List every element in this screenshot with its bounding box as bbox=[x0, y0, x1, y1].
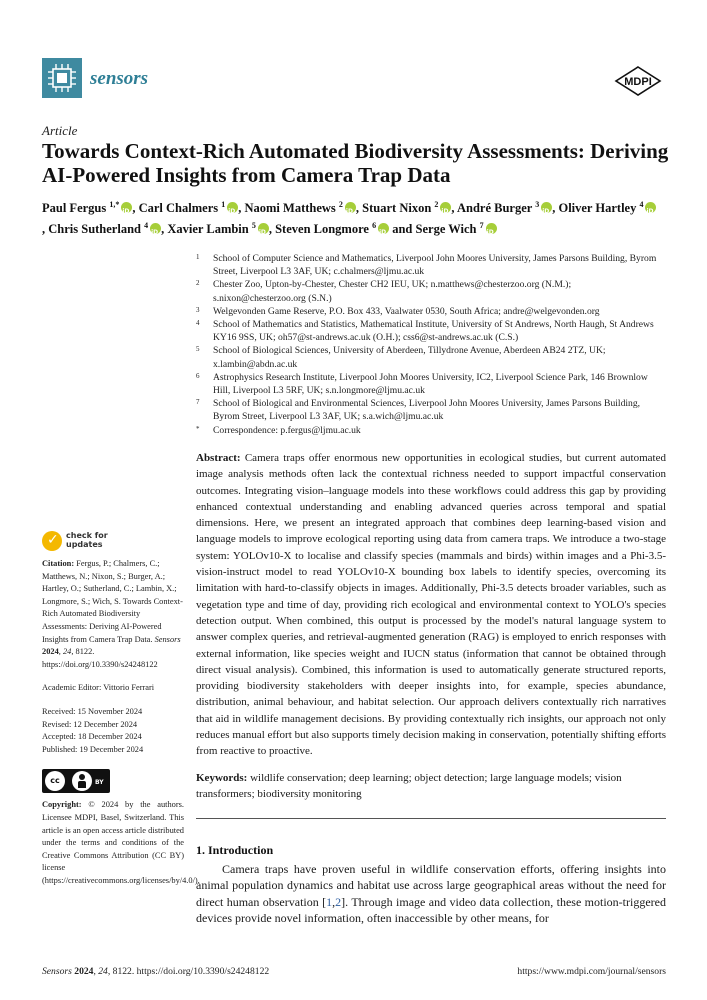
intro-text-b: ]. Through image and video data collection, these motion-triggered devices provide novel information, often inaccessible by other means, for bbox=[196, 894, 666, 925]
affiliation-item bbox=[196, 397, 666, 423]
by-label: BY bbox=[95, 779, 104, 787]
mdpi-logo[interactable] bbox=[614, 66, 662, 96]
keywords bbox=[196, 770, 666, 802]
citation: Citation: Fergus, P.; Chalmers, C.; Matthews, N.; Nixon, S.; Burger, A.; Hartley, O.; Sutherland, C.; Lambin, X.; Longmore, S.; Wich, S. Towards Context-Rich Automated Biodiversity Assessments: Deriving AI-Powered Insights from Camera Trap Data. Sensors 2024, 24, 8122. https://doi.org/10.3390/s24248122 bbox=[42, 559, 183, 669]
author[interactable] bbox=[167, 222, 269, 236]
article-type: Article bbox=[42, 123, 78, 138]
mdpi-logo-text: MDPI bbox=[624, 76, 652, 88]
check-line-2: updates bbox=[66, 540, 103, 549]
date-revised: Revised: 12 December 2024 bbox=[42, 719, 138, 729]
affiliation-text: Correspondence: p.fergus@ljmu.ac.uk bbox=[213, 424, 361, 436]
orcid-icon[interactable] bbox=[258, 223, 269, 234]
author[interactable] bbox=[558, 201, 656, 215]
orcid-icon[interactable] bbox=[121, 202, 132, 213]
check-for-updates-button[interactable] bbox=[42, 531, 122, 553]
citation-label: Citation: bbox=[42, 559, 75, 568]
orcid-icon[interactable] bbox=[345, 202, 356, 213]
author-separator: , bbox=[238, 201, 245, 216]
affiliation-number: 1 bbox=[196, 253, 200, 261]
author-name: Steven Longmore bbox=[275, 222, 369, 237]
author-affiliation-number: 1 bbox=[221, 200, 226, 209]
citation-volume: 24 bbox=[62, 647, 72, 657]
author[interactable] bbox=[244, 201, 355, 215]
chip-icon bbox=[42, 58, 82, 98]
author-list bbox=[42, 196, 672, 238]
affiliation-item bbox=[196, 278, 666, 304]
author[interactable] bbox=[416, 222, 497, 236]
introduction-paragraph bbox=[196, 861, 666, 926]
abstract-text: Camera traps offer enormous new opportunities in ecological studies, but current automated image analysis methods often lack the contextual richness needed to support impactful conservation outcomes. Integrating vision–language models into these workflows could address this gap by providing enhanced contextual understanding and enabling advanced queries across temporal and spatial dimensions. Here, we present an integrated approach that combines deep learning-based vision and language models to improve ecological reporting using data from camera traps. We introduce a two-stage system: YOLOv10-X to localise and classify species (mammals and birds) within images and a Phi-3.5-vision-instruct model to read YOLOv10-X bounding box labels to identify species, overcoming its limitation with hard-to-classify objects in images. Additionally, Phi-3.5 detects broader variables, such as vegetation type and time of day, providing rich ecological and environmental context to YOLO's species detection output. When combined, this output is processed by the model's natural language system to answer complex queries, and retrieval-augmented generation (RAG) is employed to enrich responses with external information, like species weight and IUCN status (information that cannot be obtained through direct visual analysis). Combined, this information is used to automatically generate structured reports, providing biodiversity stakeholders with deeper insights into, for example, species abundance, distribution, animal behaviour, and habitat selection. Our approach delivers contextually rich narratives that aid in wildlife management decisions. By providing contextually rich insights, our approach not only reduces manual effort but also supports timely decision making in conservation, potentially shifting efforts from reactive to proactive. bbox=[196, 452, 666, 758]
orcid-icon[interactable] bbox=[486, 223, 497, 234]
cc-icon: cc bbox=[45, 771, 65, 791]
affiliation-text: School of Biological and Environmental Sciences, Liverpool John Moores University, James Parsons Building, Byrom Street, Liverpool L3 3AF, UK; s.a.wich@ljmu.ac.uk bbox=[213, 398, 641, 423]
author-name: Paul Fergus bbox=[42, 201, 107, 216]
check-icon bbox=[42, 531, 62, 551]
citation-text: Fergus, P.; Chalmers, C.; Matthews, N.; Nixon, S.; Burger, A.; Hartley, O.; Sutherland, C.; Lambin, X.; Longmore, S.; Wich, S. Towards Context-Rich Automated Biodiversity Assessments: Deriving AI-Powered Insights from Camera Trap Data. bbox=[42, 559, 183, 644]
author-name: Stuart Nixon bbox=[362, 201, 432, 216]
footer-doi[interactable]: , 8122. https://doi.org/10.3390/s24248122 bbox=[107, 966, 270, 977]
author-affiliation-number: 4 bbox=[639, 200, 644, 209]
journal-logo bbox=[42, 58, 82, 98]
affiliation-number: 2 bbox=[196, 279, 200, 288]
person-icon bbox=[72, 771, 92, 791]
orcid-icon[interactable] bbox=[150, 223, 161, 234]
affiliation-number: 4 bbox=[196, 319, 200, 328]
footer-journal-url[interactable]: https://www.mdpi.com/journal/sensors bbox=[517, 966, 666, 977]
author-affiliation-number: 3 bbox=[535, 200, 540, 209]
intro-text-a: Camera traps have proven useful in wildlife conservation efforts, offering insights into animal population dynamics and habitat use across large geographical areas without the need for direct human observation [ bbox=[196, 862, 666, 909]
author-name: Oliver Hartley bbox=[558, 201, 637, 216]
introduction-heading: 1. Introduction bbox=[196, 843, 274, 857]
affiliation-item bbox=[196, 344, 666, 370]
author-affiliation-number: 2 bbox=[338, 200, 343, 209]
reference-link-2[interactable]: 2 bbox=[335, 894, 342, 909]
date-accepted: Accepted: 18 December 2024 bbox=[42, 732, 142, 742]
copyright-text: © 2024 by the authors. Licensee MDPI, Basel, Switzerland. This article is an open access article distributed under the terms and conditions of the Creative Commons Attribution (CC BY) license (https://creativecommons.org/licenses/by/4.0/). bbox=[42, 800, 200, 885]
footer-year: 2024 bbox=[74, 966, 94, 977]
author-name: Naomi Matthews bbox=[244, 201, 336, 216]
author-affiliation-number: 6 bbox=[372, 221, 377, 231]
affiliation-number: 6 bbox=[196, 371, 200, 380]
author-affiliation-number: 4 bbox=[144, 221, 149, 231]
author-separator: , bbox=[552, 201, 559, 216]
author-name: André Burger bbox=[456, 201, 533, 216]
author[interactable] bbox=[457, 201, 552, 215]
affiliation-number: * bbox=[196, 424, 200, 433]
abstract-label: Abstract: bbox=[196, 452, 241, 464]
author-affiliation-number: 1,* bbox=[109, 200, 120, 209]
affiliation-item bbox=[196, 305, 666, 318]
affiliation-text: School of Mathematics and Statistics, Mathematical Institute, University of St Andrews, North Haugh, St Andrews KY16 9SS, UK; oh57@st-andrews.ac.uk (O.H.); css6@st-andrews.ac.uk (C.S.) bbox=[213, 319, 654, 344]
citation-year: 2024 bbox=[42, 647, 59, 657]
author-name: Xavier Lambin bbox=[167, 222, 249, 237]
author-name: Serge Wich bbox=[415, 222, 477, 237]
author-separator: , bbox=[161, 222, 168, 237]
author[interactable] bbox=[362, 201, 451, 215]
orcid-icon[interactable] bbox=[645, 202, 656, 213]
copyright-label: Copyright: bbox=[42, 800, 82, 810]
sidebar bbox=[42, 558, 200, 887]
journal-name[interactable]: sensors bbox=[90, 68, 149, 89]
author[interactable] bbox=[42, 201, 132, 215]
affiliation-text: Welgevonden Game Reserve, P.O. Box 433, Vaalwater 0530, South Africa; andre@welgevonden.org bbox=[213, 305, 600, 317]
footer-volume: 24 bbox=[98, 966, 108, 977]
author[interactable] bbox=[275, 222, 389, 236]
reference-link-1[interactable]: 1 bbox=[326, 894, 333, 909]
affiliation-item bbox=[196, 424, 666, 437]
author-separator: , bbox=[268, 222, 276, 237]
affiliation-text: Chester Zoo, Upton-by-Chester, Chester CH2 IEU, UK; n.matthews@chesterzoo.org (N.M.); s.nixon@chesterzoo.org (S.N.) bbox=[213, 279, 572, 304]
check-line-1: check for bbox=[66, 531, 108, 540]
author-affiliation-number: 7 bbox=[479, 221, 484, 231]
author-separator: , bbox=[132, 201, 139, 216]
author-separator: , bbox=[355, 201, 363, 216]
keywords-label: Keywords: bbox=[196, 772, 248, 784]
affiliation-text: School of Biological Sciences, University of Aberdeen, Tillydrone Avenue, Aberdeen AB24 2TZ, UK; x.lambin@abdn.ac.uk bbox=[213, 345, 606, 370]
paper-title: Towards Context-Rich Automated Biodiversity Assessments: Deriving AI-Powered Insights from Camera Trap Data bbox=[42, 139, 669, 187]
copyright bbox=[42, 799, 200, 887]
orcid-icon[interactable] bbox=[440, 202, 451, 213]
author[interactable] bbox=[48, 222, 161, 236]
author-affiliation-number: 2 bbox=[434, 200, 439, 209]
orcid-icon[interactable] bbox=[227, 202, 238, 213]
keywords-text: wildlife conservation; deep learning; object detection; large language models; vision transformers; biodiversity monitoring bbox=[196, 772, 622, 800]
footer-journal: Sensors bbox=[42, 966, 72, 977]
citation-doi[interactable]: , 8122. https://doi.org/10.3390/s24248122 bbox=[42, 647, 158, 669]
affiliation-number: 5 bbox=[196, 345, 200, 354]
author-name: Carl Chalmers bbox=[138, 201, 219, 216]
date-published: Published: 19 December 2024 bbox=[42, 744, 144, 754]
author-separator: , bbox=[42, 222, 49, 237]
affiliation-item bbox=[196, 371, 666, 397]
reference-separator: , bbox=[332, 894, 336, 909]
affiliation-item bbox=[196, 252, 666, 278]
author-name: Chris Sutherland bbox=[48, 222, 141, 237]
author-and: and bbox=[389, 222, 416, 237]
orcid-icon[interactable] bbox=[541, 202, 552, 213]
author-affiliation-number: 5 bbox=[251, 221, 256, 231]
affiliation-number: 3 bbox=[196, 305, 200, 314]
affiliation-item bbox=[196, 318, 666, 344]
affiliation-text: Astrophysics Research Institute, Liverpool John Moores University, IC2, Liverpool Science Park, 146 Brownlow Hill, Liverpool L3 5RF, UK; s.n.longmore@ljmu.ac.uk bbox=[213, 371, 648, 397]
footer-citation: Sensors 2024, 24, 8122. https://doi.org/10.3390/s24248122 bbox=[42, 966, 270, 977]
author-separator: , bbox=[451, 201, 457, 216]
affiliation-text: School of Computer Science and Mathematics, Liverpool John Moores University, James Parsons Building, Byrom Street, Liverpool L3 3AF, UK; c.chalmers@ljmu.ac.uk bbox=[213, 253, 657, 278]
section-divider bbox=[196, 818, 666, 819]
citation-journal: Sensors bbox=[154, 634, 181, 644]
cc-by-badge[interactable] bbox=[42, 769, 110, 793]
affiliation-number: 7 bbox=[196, 398, 200, 407]
date-received: Received: 15 November 2024 bbox=[42, 706, 143, 716]
orcid-icon[interactable] bbox=[378, 223, 389, 234]
affiliations bbox=[196, 252, 666, 437]
abstract bbox=[196, 450, 666, 760]
author[interactable] bbox=[139, 201, 239, 215]
academic-editor: Academic Editor: Vittorio Ferrari bbox=[42, 683, 155, 693]
